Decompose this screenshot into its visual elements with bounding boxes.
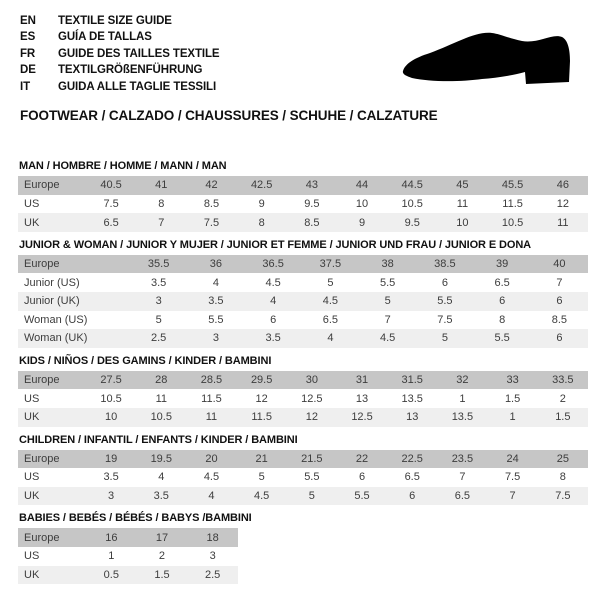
size-cell: 42 bbox=[205, 179, 218, 192]
row-label: Woman (US) bbox=[24, 313, 88, 326]
language-title: GUIDA ALLE TAGLIE TESSILI bbox=[58, 80, 217, 93]
size-cell: 7 bbox=[158, 216, 165, 229]
size-cell: 8 bbox=[559, 471, 566, 484]
size-cell: 12 bbox=[305, 411, 318, 424]
language-title: TEXTILGRÖßENFÜHRUNG bbox=[58, 64, 203, 77]
language-code: IT bbox=[20, 80, 31, 93]
size-cell: 1.5 bbox=[154, 568, 170, 581]
size-cell: 46 bbox=[556, 179, 569, 192]
size-cell: 17 bbox=[155, 531, 169, 544]
size-cell: 10.5 bbox=[100, 392, 122, 405]
size-cell: 16 bbox=[105, 531, 118, 544]
size-cell: 38.5 bbox=[434, 258, 456, 271]
size-cell: 4.5 bbox=[254, 490, 270, 503]
size-cell: 12.5 bbox=[301, 392, 323, 405]
section-babies bbox=[18, 512, 582, 584]
section-junior-woman bbox=[18, 239, 582, 348]
shoe-icon bbox=[400, 20, 578, 92]
size-cell: 22.5 bbox=[401, 452, 423, 465]
size-cell: 5 bbox=[384, 295, 391, 308]
row-label: Europe bbox=[24, 258, 60, 271]
size-cell: 11 bbox=[205, 411, 218, 424]
size-cell: 6 bbox=[409, 490, 416, 503]
size-cell: 11.5 bbox=[502, 197, 523, 210]
table-row bbox=[18, 371, 588, 390]
size-table-kids bbox=[18, 371, 588, 427]
size-cell: 5.5 bbox=[494, 332, 510, 345]
size-cell: 6.5 bbox=[454, 490, 471, 503]
size-cell: 10.5 bbox=[401, 197, 423, 210]
language-row bbox=[20, 79, 220, 95]
table-row bbox=[18, 468, 588, 487]
size-cell: 8 bbox=[258, 216, 265, 229]
size-cell: 11 bbox=[557, 216, 569, 229]
size-cell: 2.5 bbox=[205, 568, 221, 581]
size-cell: 45 bbox=[456, 179, 469, 192]
size-cell: 10.5 bbox=[501, 216, 524, 229]
table-row bbox=[18, 389, 588, 408]
size-cell: 11.5 bbox=[251, 411, 272, 424]
row-label: US bbox=[24, 471, 40, 484]
size-cell: 10.5 bbox=[150, 411, 172, 424]
size-table-children bbox=[18, 450, 588, 506]
size-cell: 4.5 bbox=[322, 295, 339, 308]
size-cell: 20 bbox=[205, 452, 218, 465]
section-kids bbox=[18, 355, 582, 427]
size-cell: 7.5 bbox=[437, 313, 453, 326]
size-cell: 0.5 bbox=[103, 568, 119, 581]
size-cell: 5.5 bbox=[208, 313, 224, 326]
size-cell: 40 bbox=[553, 258, 566, 271]
size-cell: 38 bbox=[381, 258, 394, 271]
table-row bbox=[18, 213, 588, 232]
size-cell: 3.5 bbox=[103, 471, 119, 484]
size-cell: 28 bbox=[155, 374, 168, 387]
size-cell: 7.5 bbox=[555, 490, 571, 503]
size-cell: 21.5 bbox=[301, 452, 323, 465]
table-row bbox=[18, 566, 238, 585]
size-cell: 10 bbox=[355, 197, 369, 210]
row-label: US bbox=[24, 197, 40, 210]
row-label: Junior (US) bbox=[24, 276, 80, 289]
size-cell: 6 bbox=[358, 471, 366, 484]
size-cell: 4 bbox=[208, 490, 215, 503]
size-cell: 23.5 bbox=[451, 452, 474, 465]
size-cell: 1 bbox=[459, 392, 466, 405]
size-cell: 9 bbox=[258, 197, 265, 210]
size-cell: 13 bbox=[406, 411, 419, 424]
row-label: UK bbox=[24, 490, 40, 503]
table-row bbox=[18, 195, 588, 214]
size-cell: 33 bbox=[506, 374, 519, 387]
size-cell: 5.5 bbox=[437, 295, 453, 308]
size-cell: 3.5 bbox=[153, 490, 169, 503]
size-cell: 6 bbox=[499, 295, 506, 308]
size-cell: 19.5 bbox=[150, 452, 172, 465]
size-cell: 4.5 bbox=[265, 276, 281, 289]
table-row bbox=[18, 311, 588, 330]
table-row bbox=[18, 487, 588, 506]
size-cell: 4 bbox=[327, 332, 334, 345]
table-row bbox=[18, 273, 588, 292]
size-cell: 9.5 bbox=[304, 197, 320, 210]
size-table-junior-woman bbox=[18, 255, 588, 348]
row-label: Junior (UK) bbox=[24, 295, 80, 308]
language-code: DE bbox=[20, 64, 36, 77]
row-label: Woman (UK) bbox=[24, 332, 88, 345]
size-cell: 37.5 bbox=[319, 258, 342, 271]
section-man bbox=[18, 160, 582, 232]
size-cell: 25 bbox=[556, 452, 569, 465]
section-title-children: CHILDREN / INFANTIL / ENFANTS / KINDER / BAMBINI bbox=[19, 433, 298, 446]
size-cell: 18 bbox=[206, 531, 219, 544]
row-label: Europe bbox=[24, 179, 60, 192]
size-cell: 12.5 bbox=[351, 411, 373, 424]
size-cell: 1.5 bbox=[504, 392, 521, 405]
size-cell: 36.5 bbox=[262, 258, 284, 271]
row-label: US bbox=[24, 550, 40, 563]
size-cell: 8.5 bbox=[551, 313, 568, 326]
table-row bbox=[18, 528, 238, 547]
language-title: GUIDE DES TAILLES TEXTILE bbox=[58, 47, 220, 60]
section-children bbox=[18, 434, 582, 506]
size-cell: 36 bbox=[209, 258, 222, 271]
size-cell: 39 bbox=[496, 258, 509, 271]
size-cell: 8.5 bbox=[203, 197, 220, 210]
language-row bbox=[20, 29, 220, 45]
size-cell: 2.5 bbox=[150, 332, 167, 345]
size-cell: 12 bbox=[255, 392, 268, 405]
language-code: FR bbox=[20, 47, 36, 60]
size-cell: 6 bbox=[270, 313, 277, 326]
size-cell: 7 bbox=[509, 490, 516, 503]
size-cell: 6.5 bbox=[103, 216, 119, 229]
size-cell: 13.5 bbox=[401, 392, 423, 405]
row-label: UK bbox=[24, 216, 40, 229]
size-cell: 3 bbox=[209, 550, 216, 563]
table-row bbox=[18, 255, 588, 274]
header bbox=[0, 0, 600, 95]
size-cell: 29.5 bbox=[250, 374, 273, 387]
size-cell: 24 bbox=[506, 452, 519, 465]
row-label: US bbox=[24, 392, 40, 405]
size-cell: 7 bbox=[459, 471, 466, 484]
size-cell: 12 bbox=[556, 197, 569, 210]
size-cell: 3 bbox=[108, 490, 115, 503]
section-title-man: MAN / HOMBRE / HOMME / MANN / MAN bbox=[19, 160, 227, 173]
size-cell: 13.5 bbox=[451, 411, 474, 424]
table-row bbox=[18, 547, 238, 566]
size-cell: 4.5 bbox=[379, 332, 396, 345]
language-code: EN bbox=[20, 15, 36, 27]
table-row bbox=[18, 450, 588, 469]
size-cell: 13 bbox=[355, 392, 369, 405]
size-cell: 4 bbox=[212, 276, 219, 289]
row-label: Europe bbox=[24, 452, 60, 465]
category-title: FOOTWEAR / CALZADO / CHAUSSURES / SCHUHE / CALZATURE bbox=[20, 108, 438, 124]
size-cell: 32 bbox=[456, 374, 469, 387]
size-cell: 4 bbox=[270, 295, 277, 308]
size-cell: 1.5 bbox=[555, 411, 571, 424]
section-title-kids: KIDS / NIÑOS / DES GAMINS / KINDER / BAMBINI bbox=[19, 354, 272, 367]
size-cell: 8 bbox=[158, 197, 165, 210]
language-title: GUÍA DE TALLAS bbox=[58, 31, 152, 44]
size-cell: 43 bbox=[305, 179, 318, 192]
language-list bbox=[20, 13, 220, 95]
size-cell: 21 bbox=[255, 452, 268, 465]
size-cell: 3 bbox=[212, 332, 219, 345]
row-label: Europe bbox=[24, 374, 60, 387]
size-cell: 19 bbox=[104, 452, 118, 465]
size-cell: 7.5 bbox=[504, 471, 521, 484]
language-code: ES bbox=[20, 31, 36, 44]
size-cell: 6.5 bbox=[494, 276, 510, 289]
size-cell: 3.5 bbox=[150, 276, 167, 289]
size-cell: 5 bbox=[327, 276, 334, 289]
size-cell: 27.5 bbox=[100, 374, 122, 387]
size-cell: 1 bbox=[509, 411, 516, 424]
table-row bbox=[18, 176, 588, 195]
size-cell: 7 bbox=[384, 313, 391, 326]
size-cell: 5 bbox=[155, 313, 162, 326]
size-cell: 10 bbox=[104, 411, 118, 424]
language-title: TEXTILE SIZE GUIDE bbox=[58, 15, 172, 27]
size-cell: 6 bbox=[556, 295, 563, 308]
size-cell: 4.5 bbox=[203, 471, 220, 484]
language-row bbox=[20, 62, 220, 78]
size-cell: 1 bbox=[108, 550, 115, 563]
size-cell: 8.5 bbox=[304, 216, 320, 229]
section-title-junior-woman: JUNIOR & WOMAN / JUNIOR Y MUJER / JUNIOR ET FEMME / JUNIOR UND FRAU / JUNIOR E DONA bbox=[19, 238, 532, 251]
size-cell: 9.5 bbox=[404, 216, 420, 229]
size-cell: 31.5 bbox=[401, 374, 423, 387]
size-cell: 31 bbox=[355, 374, 369, 387]
size-cell: 5 bbox=[258, 471, 265, 484]
size-cell: 44.5 bbox=[401, 179, 423, 192]
size-cell: 5 bbox=[441, 332, 448, 345]
size-cell: 3 bbox=[155, 295, 162, 308]
size-cell: 3.5 bbox=[265, 332, 281, 345]
size-cell: 6 bbox=[556, 332, 563, 345]
size-cell: 7 bbox=[556, 276, 563, 289]
size-cell: 28.5 bbox=[200, 374, 223, 387]
size-table-babies bbox=[18, 528, 238, 584]
size-cell: 40.5 bbox=[100, 179, 122, 192]
size-cell: 45.5 bbox=[501, 179, 524, 192]
language-row bbox=[20, 46, 220, 62]
size-cell: 35.5 bbox=[147, 258, 170, 271]
size-cell: 6 bbox=[441, 276, 448, 289]
size-cell: 2 bbox=[158, 550, 166, 563]
size-cell: 5.5 bbox=[354, 490, 370, 503]
table-row bbox=[18, 329, 588, 348]
size-cell: 10 bbox=[456, 216, 469, 229]
size-cell: 5 bbox=[308, 490, 315, 503]
table-row bbox=[18, 292, 588, 311]
row-label: UK bbox=[24, 411, 40, 424]
section-title-babies: BABIES / BEBÉS / BÉBÉS / BABYS /BAMBINI bbox=[19, 512, 252, 525]
size-cell: 7.5 bbox=[203, 216, 220, 229]
size-cell: 11 bbox=[155, 392, 167, 405]
size-cell: 9 bbox=[358, 216, 366, 229]
table-row bbox=[18, 408, 588, 427]
size-cell: 5.5 bbox=[379, 276, 396, 289]
size-cell: 33.5 bbox=[552, 374, 574, 387]
size-cell: 3.5 bbox=[208, 295, 224, 308]
size-cell: 7.5 bbox=[103, 197, 119, 210]
size-cell: 42.5 bbox=[250, 179, 273, 192]
size-cell: 44 bbox=[355, 179, 369, 192]
row-label: Europe bbox=[24, 531, 60, 544]
language-row bbox=[20, 13, 220, 29]
size-cell: 11 bbox=[456, 197, 469, 210]
row-label: UK bbox=[24, 568, 40, 581]
size-cell: 41 bbox=[155, 179, 168, 192]
size-cell: 2 bbox=[559, 392, 566, 405]
size-cell: 22 bbox=[355, 452, 369, 465]
size-cell: 5.5 bbox=[304, 471, 320, 484]
size-cell: 6.5 bbox=[404, 471, 420, 484]
size-cell: 6.5 bbox=[322, 313, 339, 326]
size-cell: 8 bbox=[499, 313, 506, 326]
size-cell: 11.5 bbox=[201, 392, 222, 405]
size-cell: 30 bbox=[305, 374, 318, 387]
size-table-man bbox=[18, 176, 588, 232]
size-cell: 4 bbox=[158, 471, 165, 484]
